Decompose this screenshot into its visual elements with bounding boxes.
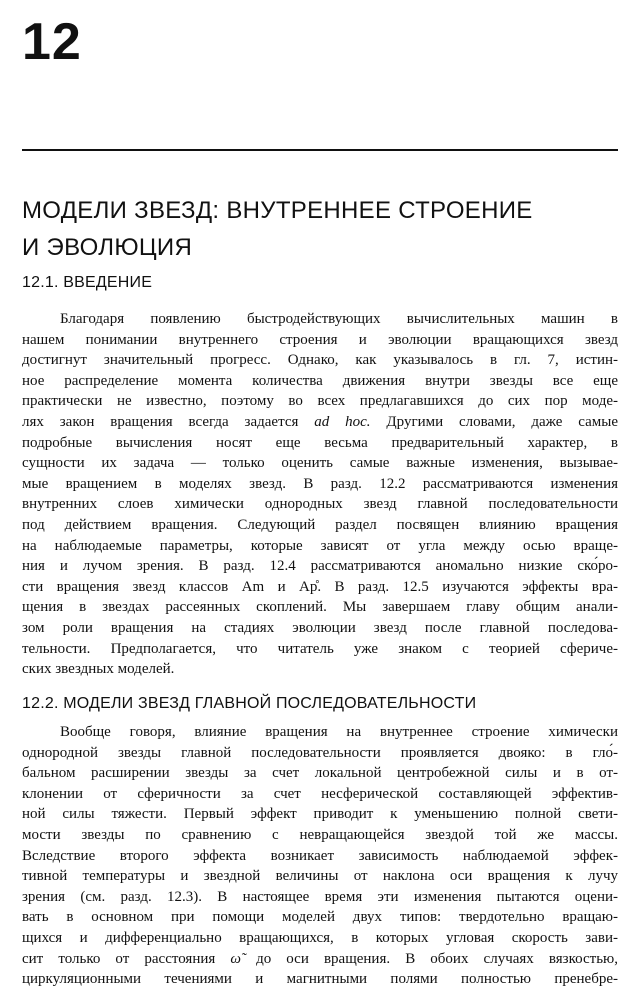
text-line: бальном расширении звезды за счет локальной центробежной силы и в от- xyxy=(22,765,618,782)
text-line: Вследствие второго эффекта возникает зависимость наблюдаемой эффек- xyxy=(22,847,618,864)
text-line: тельности. Предполагается, что читатель уже знаком с теорией сфериче- xyxy=(22,640,618,657)
main-sequence-paragraph xyxy=(22,722,618,990)
chapter-divider-rule xyxy=(22,149,618,151)
text-line: щихся и дифференциально вращающихся, в которых угловая скорость зави- xyxy=(22,929,618,946)
text-line: зрения (см. разд. 12.3). В настоящее время эти изменения пытаются оцени- xyxy=(22,888,618,905)
chapter-title-line-2: И ЭВОЛЮЦИЯ xyxy=(22,234,193,261)
text-line: тивной температуры и звездной величины от наклона оси вращения к лучу xyxy=(22,868,618,885)
text-segment: до оси вращения. В обоих случаях вязкостью, xyxy=(256,950,619,967)
text-line: практически не известно, поэтому во всех предлагавшихся до сих пор моде- xyxy=(22,393,618,410)
text-line xyxy=(22,949,618,970)
text-line: мости звезды по сравнению с невращающейся звездой той же массы. xyxy=(22,826,618,843)
text-line: Благодаря появлению быстродействующих вычислительных машин в xyxy=(60,311,618,327)
text-segment: сит только от расстояния xyxy=(22,950,216,967)
text-line: достигнут значительный прогресс. Однако, как указывалось в гл. 7, истин- xyxy=(22,352,618,369)
text-line xyxy=(22,412,618,433)
chapter-title-line-1: МОДЕЛИ ЗВЕЗД: ВНУТРЕННЕЕ СТРОЕНИЕ xyxy=(22,197,533,224)
text-line: внутренних слоев химически однородных звезд главной последовательности xyxy=(22,496,618,513)
text-line: щения в звездах рассеянных скоплений. Мы завершаем главу общим анали- xyxy=(22,599,618,616)
text-line: клонении от сферичности за счет несферической составляющей эффектив- xyxy=(22,785,618,802)
text-line: на наблюдаемые параметры, которые зависят от угла между осью враще- xyxy=(22,537,618,554)
section-heading-main-sequence-models: 12.2. МОДЕЛИ ЗВЕЗД ГЛАВНОЙ ПОСЛЕДОВАТЕЛЬНОСТИ xyxy=(22,695,477,712)
chapter-number: 12 xyxy=(22,13,82,71)
chapter-title xyxy=(22,192,622,266)
text-line: однородной звезды главной последовательности проявляется двояко: в гло́- xyxy=(22,744,618,761)
omega-tilde-symbol: ω̃ xyxy=(230,950,241,967)
text-segment: лях закон вращения всегда задается xyxy=(22,413,299,430)
text-line: ских звездных моделей. xyxy=(22,661,175,678)
italic-term-ad-hoc: ad hoc. xyxy=(314,413,371,430)
text-line: нашем понимании внутреннего строения и эволюции вращающихся звезд xyxy=(22,331,618,348)
text-segment: Другими словами, даже самые xyxy=(386,413,619,430)
text-line: мые вращением в моделях звезд. В разд. 12.2 рассматриваются изменения xyxy=(22,475,618,492)
text-line: ния и лучом зрения. В разд. 12.4 рассматриваются аномально низкие ско́ро- xyxy=(22,558,618,575)
text-line: сущности их задача — только оценить самые важные изменения, вызывае- xyxy=(22,455,618,472)
text-line: ное распределение момента количества движения внутри звезды все еще xyxy=(22,372,618,389)
text-line: вать в основном при помощи моделей двух типов: твердотельно вращаю- xyxy=(22,909,618,926)
introduction-paragraph xyxy=(22,309,618,680)
text-line: ной силы тяжести. Первый эффект приводит к уменьшению полной свети- xyxy=(22,806,618,823)
text-line: под действием вращения. Следующий раздел посвящен влиянию вращения xyxy=(22,516,618,533)
text-line: подробные вычисления носят еще весьма предварительный характер, в xyxy=(22,434,618,451)
section-heading-introduction: 12.1. ВВЕДЕНИЕ xyxy=(22,274,153,291)
text-line: сти вращения звезд классов Am и Ap̊. В разд. 12.5 изучаются эффекты вра- xyxy=(22,578,618,595)
text-line: зом роли вращения на стадиях эволюции звезд после главной последова- xyxy=(22,619,618,636)
text-line: Вообще говоря, влияние вращения на внутреннее строение химически xyxy=(60,724,618,740)
text-line: циркуляционными течениями и магнитными полями полностью пренебре- xyxy=(22,971,618,988)
